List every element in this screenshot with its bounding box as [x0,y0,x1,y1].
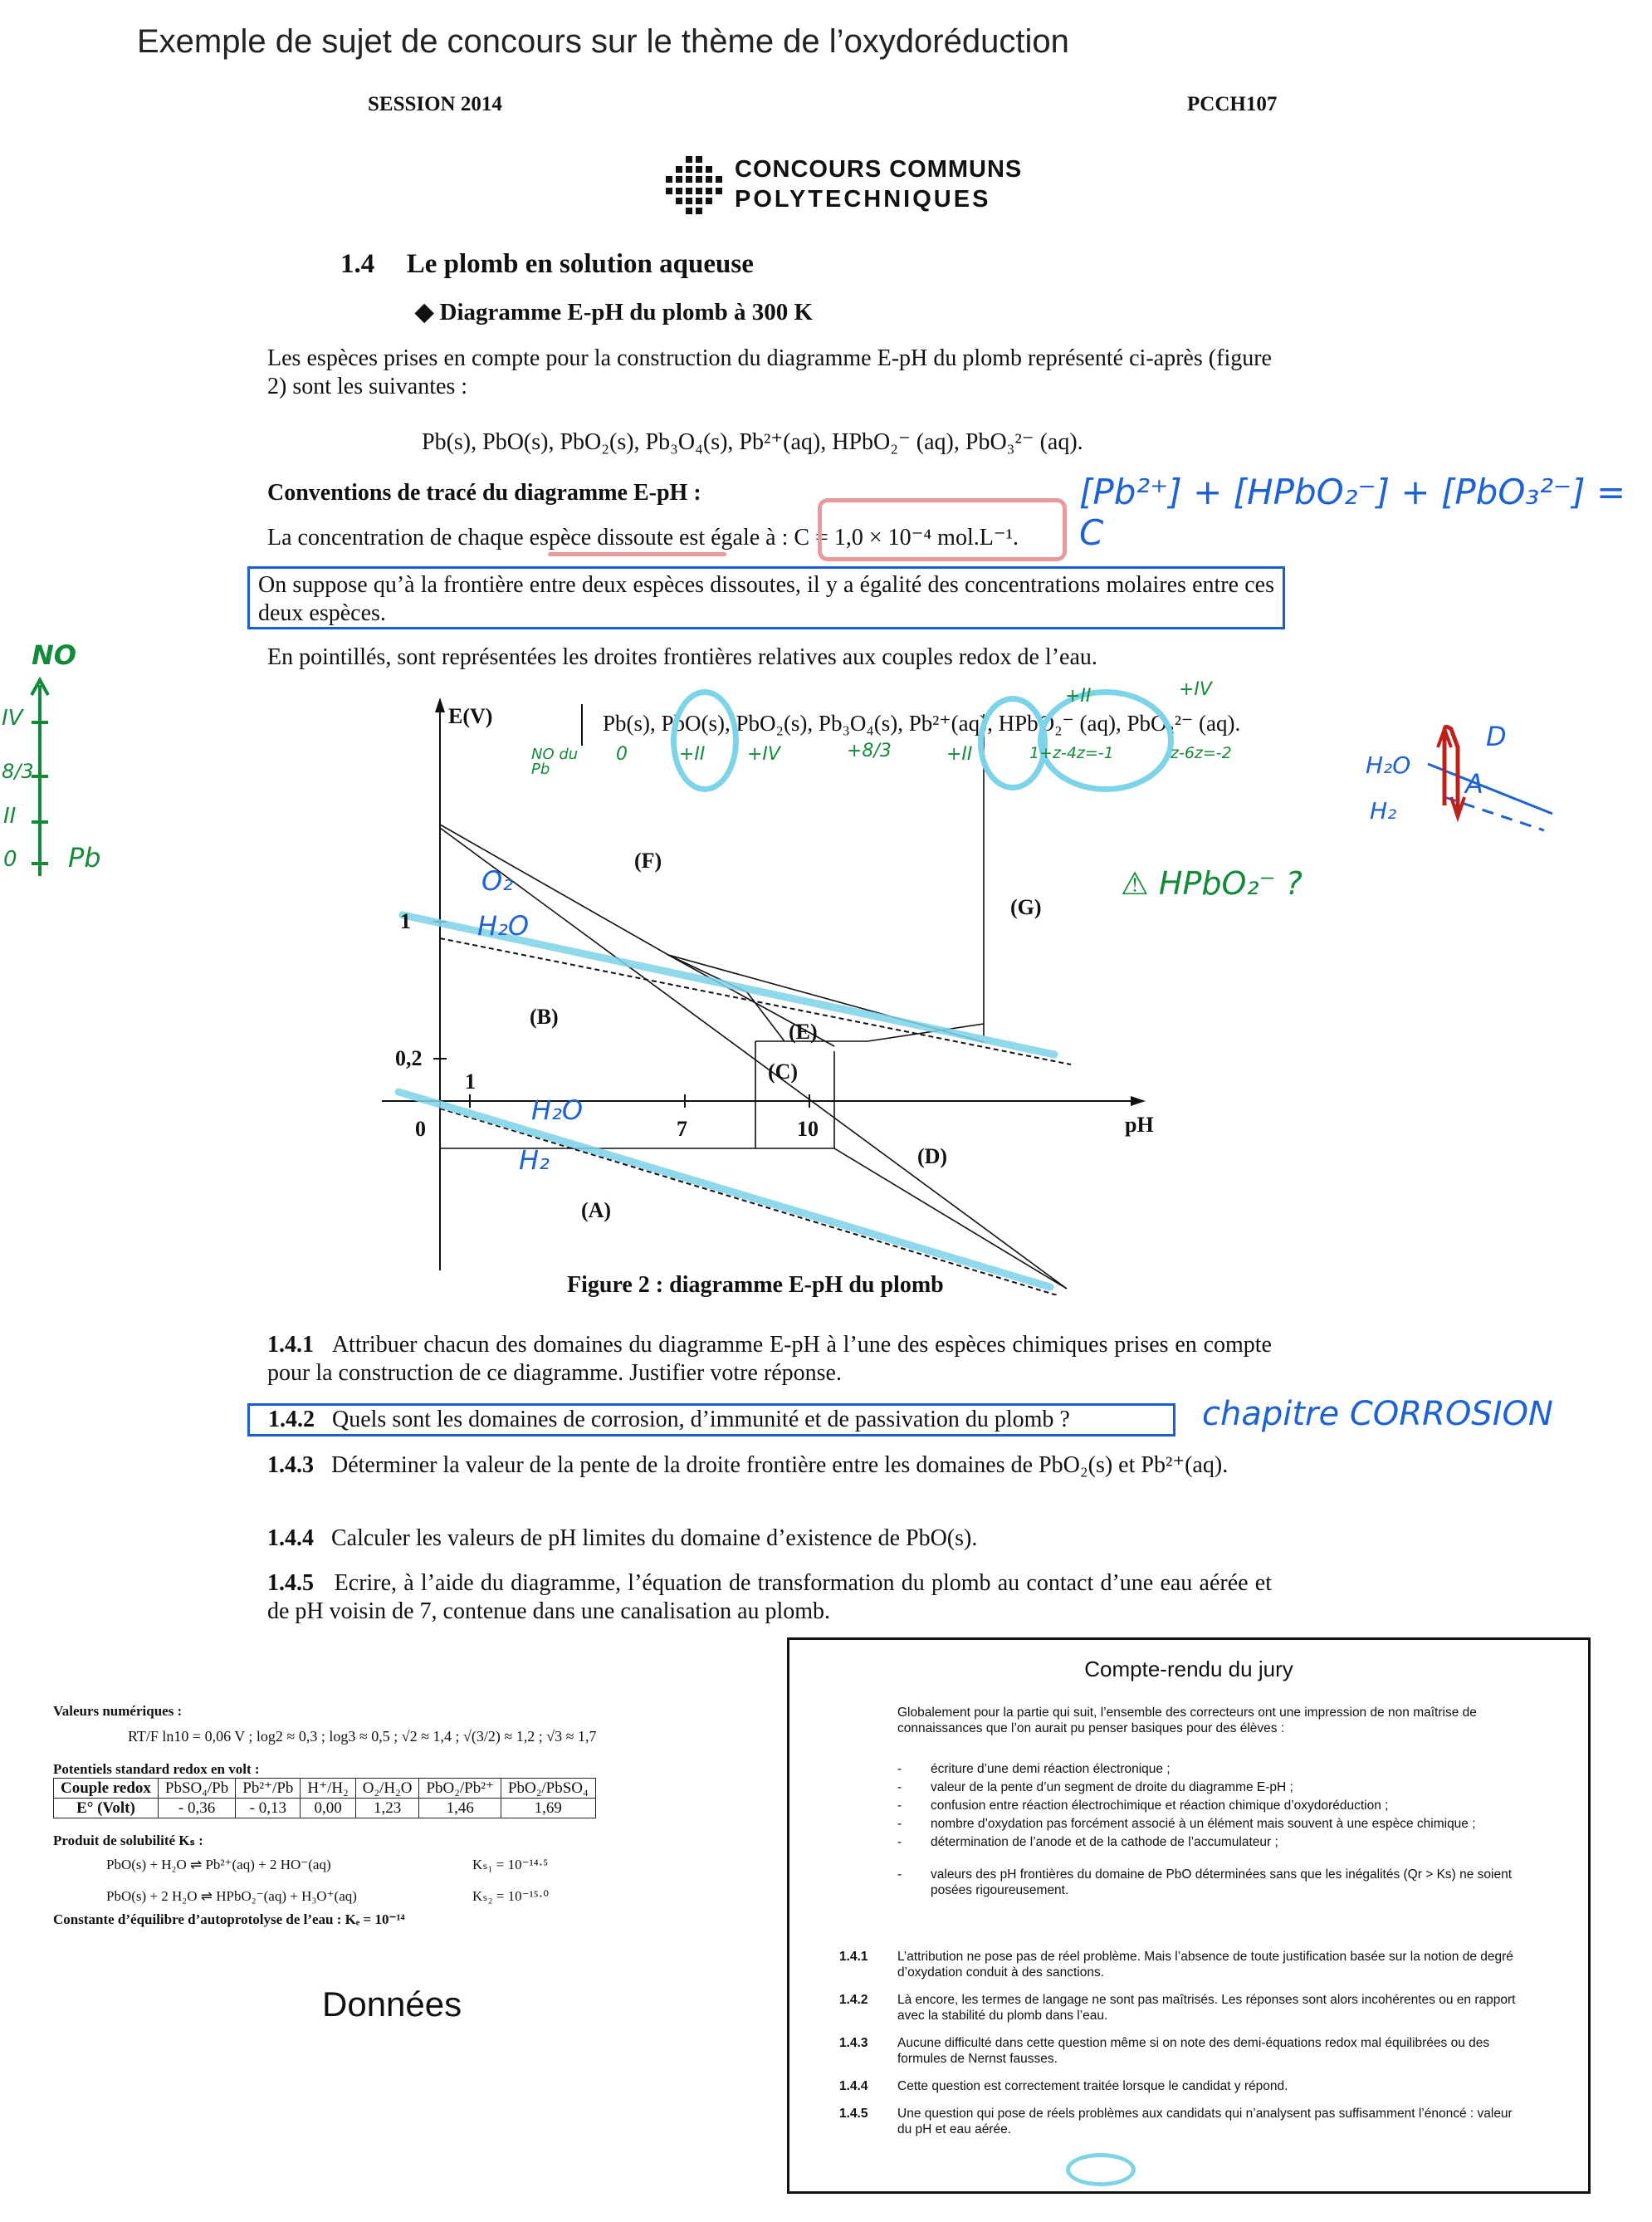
ks-title: Produit de solubilité Kₛ : [53,1833,203,1848]
question-4-text: Calculer les valeurs de pH limites du domaine d’existence de PbO(s). [331,1525,978,1551]
redox-header-cell: PbO₂/PbSO₄ [501,1779,595,1799]
question-1-text: Attribuer chacun des domaines du diagramme E-pH à l’une des espèces chimiques prises en compte pour la construction de ce diagramme. Justifier votre réponse. [267,1332,1272,1386]
logo-line-2: POLYTECHNIQUES [735,186,991,213]
jury-bullet: - valeur de la pente d’un segment de droite du diagramme E-pH ; [897,1780,1293,1794]
axis-83-label: 8/3 [2,760,34,783]
redox-header-row [54,1779,596,1799]
jury-item [839,2078,1520,2094]
redox-value-cell: 0,00 [301,1799,355,1818]
session-label: SESSION 2014 [368,93,502,115]
redox-value-cell: - 0,36 [158,1799,235,1818]
jury-item-text: Cette question est correctement traitée lorsque le candidat y répond. [897,2079,1288,2093]
jury-intro: Globalement pour la partie qui suit, l’ensemble des correcteurs ont une impression de non maîtrise de connaissances que l’on aurait pu penser basiques pour des élèves : [897,1706,1477,1735]
redox-header-cell: PbO₂/Pb²⁺ [419,1779,501,1799]
jury-bullet-text: nombre d’oxydation pas forcément associé à un élément mais souvent à une espèce chimique ; [931,1817,1476,1831]
jury-item [839,2106,1520,2137]
donnees-values: RT/F ln10 = 0,06 V ; log2 ≈ 0,3 ; log3 ≈ 0,5 ; √2 ≈ 1,4 ; √(3/2) ≈ 1,2 ; √3 ≈ 1,7 [128,1728,597,1745]
ox-pb3o4: +8/3 [847,741,892,761]
ox-pb2: +II [946,744,973,765]
redox-value-cell: - 0,13 [236,1799,301,1818]
figure-species: Pb(s), PbO(s), PbO₂(s), Pb₃O₄(s), Pb²⁺(aq), HPbO₂⁻ (aq), PbO₃²⁻ (aq). [603,711,1241,736]
tick-label-x10: 10 [797,1117,819,1141]
dissolved-underline [548,552,726,556]
ks1-row [53,1849,767,1882]
jury-title: Compte-rendu du jury [1084,1657,1293,1681]
y-axis-label: E(V) [448,704,493,728]
x-axis-arrow [1131,1096,1146,1106]
jury-bullet-text: valeur de la pente d’un segment de droite du diagramme E-pH ; [931,1780,1293,1794]
question-5 [267,1569,1272,1626]
donnees-block [53,1702,767,1928]
jury-item-text: Aucune difficulté dans cette question même si on note des demi-équations redox mal équilibrées ou des formules de Nernst fausses. [897,2036,1490,2066]
concentration-highlight [818,498,1067,561]
donnees-label: Données [322,1985,462,2024]
jury-bullet-text: écriture d’une demi réaction électronique ; [931,1762,1171,1776]
ox-pbo2: +IV [747,744,780,765]
hpbo2-circle [1038,689,1174,792]
side-h2o: H₂O [1366,751,1411,779]
redox-header-cell: Pb²⁺/Pb [236,1779,301,1799]
ks1-equation: PbO(s) + H₂O ⇌ Pb²⁺(aq) + 2 HO⁻(aq) [106,1857,331,1872]
jury-item [839,1992,1520,2024]
ks1-value: Kₛ₁ = 10⁻¹⁴·⁵ [472,1857,549,1872]
concentration-sum-annotation: [Pb²⁺] + [HPbO₂⁻] + [PbO₃²⁻] = C [1079,472,1626,553]
side-h2: H₂ [1370,797,1397,825]
axis-pb-label: Pb [68,842,101,874]
eau-aeree-circle [1066,2153,1136,2186]
exam-code: PCCH107 [1187,93,1278,115]
convention-3: En pointillés, sont représentées les droites frontières relatives aux couples redox de l’eau. [267,644,1097,670]
redox-header-cell: O₂/H₂O [355,1779,419,1799]
redox-value-cell: 1,69 [501,1799,595,1818]
jury-items [839,1949,1520,2137]
jury-bullet-text: détermination de l’anode et de la cathode de l’accumulateur ; [931,1835,1278,1849]
side-a: A [1465,768,1483,800]
domain-c: (C) [768,1060,799,1084]
h2-highlight [398,1092,1050,1287]
jury-item-num: 1.4.2 [839,1993,868,2007]
redox-table [53,1778,596,1818]
domain-e: (E) [789,1020,818,1044]
ox-calc-pbo3: z-6z=-2 [1171,744,1232,762]
tick-label-02: 0,2 [395,1046,423,1070]
donnees-values-title: Valeurs numériques : [53,1703,183,1719]
tick-label-x7: 7 [677,1117,687,1141]
jury-item-num: 1.4.1 [839,1950,868,1964]
ox-hpbo2-top: +II [1065,686,1092,707]
y-axis-arrow [435,697,445,712]
section-subtitle: ◆ Diagramme E-pH du plomb à 300 K [415,299,814,325]
domain-f: (F) [634,849,662,873]
jury-item-num: 1.4.4 [839,2079,868,2093]
jury-item-num: 1.4.3 [839,2036,868,2050]
ccp-logo [656,151,731,226]
figure-species-bar [581,704,583,746]
o2-annotation: O₂ [481,865,514,897]
redox-value-row [54,1799,596,1818]
section-title: Le plomb en solution aqueuse [406,249,754,279]
x-axis-label: pH [1125,1113,1154,1137]
redox-header-cell: Couple redox [54,1779,159,1799]
jury-item-text: Une question qui pose de réels problèmes aux candidats qui n’analysent pas suffisamment l’énoncé : valeur du pH et eau aérée. [897,2107,1513,2136]
domain-g: (G) [1010,895,1042,919]
jury-item-num: 1.4.5 [839,2107,868,2121]
side-sketch [1411,714,1561,847]
ks2-equation: PbO(s) + 2 H₂O ⇌ HPbO₂⁻(aq) + H₃O⁺(aq) [106,1888,357,1904]
side-d: D [1486,721,1507,752]
ke-constant: Constante d’équilibre d’autoprotolyse de l’eau : Kₑ = 10⁻¹⁴ [53,1911,405,1927]
redox-value-cell: E° (Volt) [54,1799,159,1818]
question-3-text: Déterminer la valeur de la pente de la droite frontière entre les domaines de PbO₂(s) et Pb²⁺(aq). [331,1452,1229,1478]
redox-value-cell: 1,46 [419,1799,501,1818]
jury-bullet-list [897,1761,1520,1898]
species-list: Pb(s), PbO(s), PbO₂(s), Pb₃O₄(s), Pb²⁺(aq), HPbO₂⁻ (aq), PbO₃²⁻ (aq). [422,429,1083,455]
domain-d: (D) [917,1144,948,1168]
question-3-num: 1.4.3 [267,1452,314,1478]
corrosion-annotation: chapitre CORROSION [1202,1395,1553,1433]
ks2-value: Kₛ₂ = 10⁻¹⁵·⁰ [472,1888,550,1904]
question-5-text: Ecrire, à l’aide du diagramme, l’équation de transformation du plomb au contact d’une eau aérée et de pH voisin de 7, contenue dans une canalisation au plomb. [267,1570,1272,1624]
question-2-num: 1.4.2 [268,1407,315,1432]
warning-annotation: ⚠ HPbO₂⁻ ? [1121,865,1303,902]
section-heading [340,249,754,280]
jury-report-box [787,1637,1591,2194]
no-pb-annotation: NO du Pb [531,746,579,778]
jury-bullet: - détermination de l’anode et de la cathode de l’accumulateur ; [897,1835,1278,1849]
redox-header-cell: PbSO₄/Pb [158,1779,235,1799]
jury-bullet: - écriture d’une demi réaction électronique ; [897,1762,1171,1776]
question-4-num: 1.4.4 [267,1525,314,1551]
conventions-title: Conventions de tracé du diagramme E-pH : [267,480,701,506]
tick-label-0: 0 [415,1117,426,1141]
jury-bullet: - nombre d’oxydation pas forcément associé à un élément mais souvent à une espèce chimique ; [897,1817,1476,1831]
question-3 [267,1451,1272,1480]
h2o-bottom-annotation: H₂O [531,1094,584,1126]
convention-2: On suppose qu’à la frontière entre deux espèces dissoutes, il y a égalité des concentrations molaires entre ces deux espèces. [258,572,1274,626]
tick-label-x1: 1 [465,1069,476,1094]
jury-bullet: - confusion entre réaction électrochimique et réaction chimique d’oxydoréduction ; [897,1799,1389,1813]
redox-header-cell: H⁺/H₂ [301,1779,355,1799]
question-1 [267,1331,1272,1388]
convention-1-text: La concentration de chaque espèce dissoute est égale à : [267,525,794,551]
logo-line-1: CONCOURS COMMUNS [735,156,1023,183]
no-label: NO [32,639,76,671]
section-number: 1.4 [340,249,375,279]
ox-pbo3-top: +IV [1179,679,1212,700]
h2o-top-annotation: H₂O [477,910,530,942]
h2-annotation: H₂ [519,1144,550,1176]
axis-ii-label: II [3,804,17,829]
jury-bullet: - valeurs des pH frontières du domaine de PbO déterminées sans que les inégalités (Qr > Ks) ne soient posées rigoureusement. [897,1867,1520,1898]
question-5-num: 1.4.5 [267,1570,314,1596]
jury-bullet-text: valeurs des pH frontières du domaine de PbO déterminées sans que les inégalités (Qr > Ks) ne soient posées rigoureusement. [931,1867,1513,1897]
convention-2-box [247,566,1285,629]
potentials-title: Potentiels standard redox en volt : [53,1761,260,1777]
question-4 [267,1525,1272,1553]
concentration-value: C = 1,0 × 10⁻⁴ mol.L⁻¹. [794,525,1019,551]
axis-iv-label: IV [2,706,23,731]
jury-item [839,2035,1520,2067]
question-2-text: Quels sont les domaines de corrosion, d’immunité et de passivation du plomb ? [332,1407,1070,1432]
redox-value-cell: 1,23 [355,1799,419,1818]
axis-0-label: 0 [3,847,17,872]
domain-a: (A) [581,1198,612,1222]
pbo-circle [671,689,739,792]
page-title: Exemple de sujet de concours sur le thème de l’oxydoréduction [137,23,1069,60]
tick-label-1: 1 [400,909,411,933]
question-1-num: 1.4.1 [267,1332,314,1358]
jury-item-text: L’attribution ne pose pas de réel problème. Mais l’absence de toute justification basée sur la notion de degré d’oxydation conduit à des sanctions. [897,1950,1513,1980]
question-2-box [247,1403,1175,1436]
jury-item-text: Là encore, les termes de langage ne sont pas maîtrisés. Les réponses sont alors incohérentes ou en rapport avec la stabilité du plomb dans l’eau. [897,1993,1516,2023]
jury-bullet-text: confusion entre réaction électrochimique et réaction chimique d’oxydoréduction ; [931,1799,1389,1813]
ox-calc-hpbo2: 1+z-4z=-1 [1029,744,1114,762]
ox-pbo: +II [679,744,706,765]
figure-caption: Figure 2 : diagramme E-pH du plomb [567,1272,944,1298]
intro-paragraph: Les espèces prises en compte pour la construction du diagramme E-pH du plomb représenté ci-après (figure 2) sont les suivantes : [267,345,1272,399]
domain-b: (B) [530,1005,559,1029]
jury-item [839,1949,1520,1980]
ks2-row [53,1882,767,1911]
ox-pb: 0 [616,744,628,765]
